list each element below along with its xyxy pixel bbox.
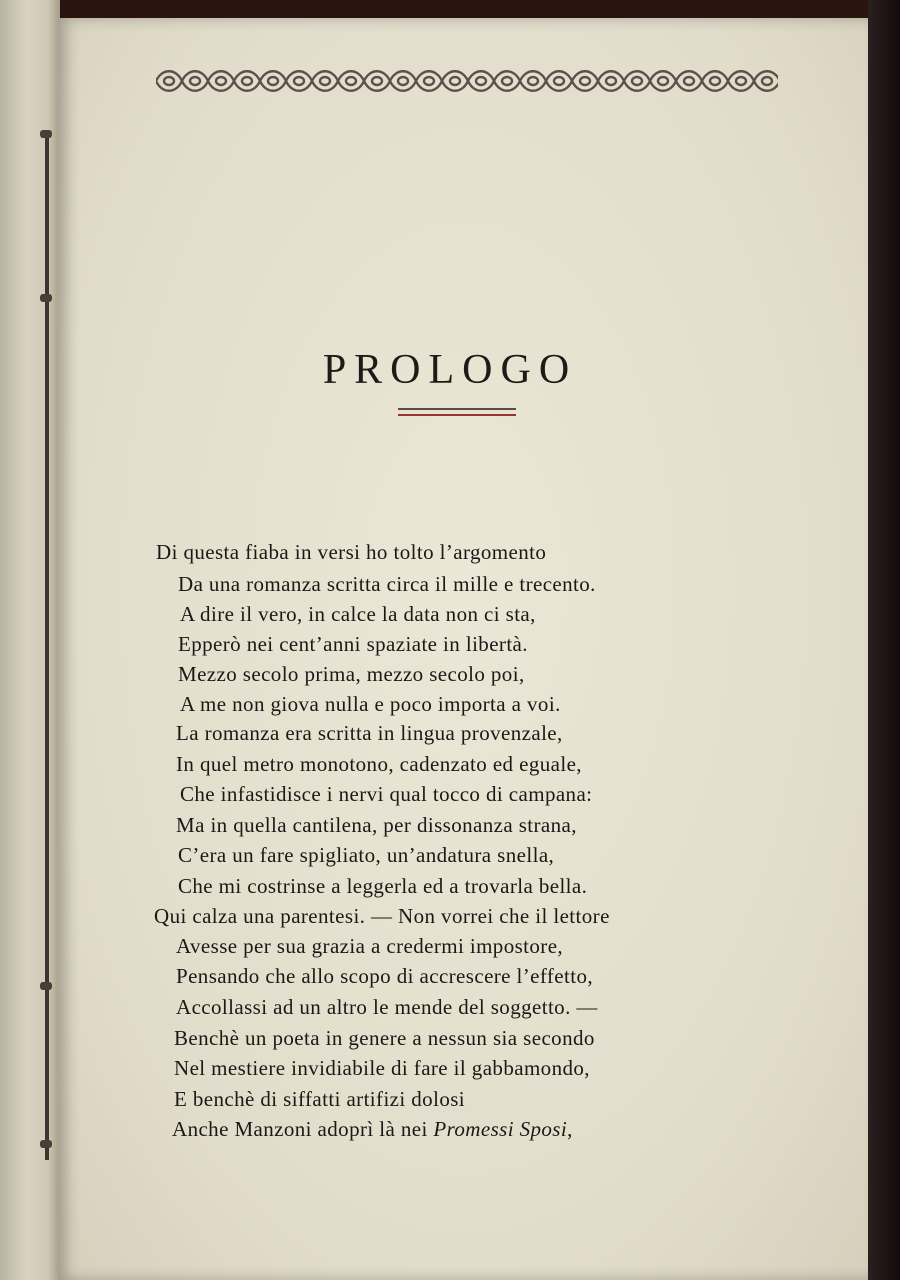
verse-line: La romanza era scritta in lingua provenzale, — [176, 721, 563, 745]
verse-line: A me non giova nulla e poco importa a voi. — [180, 692, 561, 716]
verse-line: Nel mestiere invidiabile di fare il gabbamondo, — [174, 1056, 590, 1080]
verse-line: Epperò nei cent’anni spaziate in libertà. — [178, 632, 528, 656]
page-title: PROLOGO — [322, 347, 578, 393]
book-title-italic: Promessi Sposi — [433, 1117, 568, 1141]
verse-text: Anche Manzoni adoprì là nei — [172, 1117, 434, 1141]
verse-line: C’era un fare spigliato, un’andatura snella, — [178, 843, 555, 867]
verse-line: A dire il vero, in calce la data non ci sta, — [180, 602, 536, 626]
verse-line: Accollassi ad un altro le mende del soggetto. — — [176, 995, 598, 1019]
verse-line: Che mi costrinse a leggerla ed a trovarla bella. — [178, 874, 588, 898]
verse-line: Che infastidisce i nervi qual tocco di campana: — [180, 782, 593, 806]
verse-line-last — [172, 1117, 573, 1142]
verse-punctuation: , — [567, 1117, 573, 1141]
verse-line: Qui calza una parentesi. — Non vorrei che il lettore — [154, 904, 610, 928]
verse-line: Da una romanza scritta circa il mille e trecento. — [178, 572, 596, 596]
verse-line: E benchè di siffatti artifizi dolosi — [174, 1087, 466, 1111]
verse-line: Benchè un poeta in genere a nessun sia secondo — [174, 1026, 595, 1050]
verse-line: Pensando che allo scopo di accrescere l’effetto, — [176, 964, 594, 988]
verse-line: Di questa fiaba in versi ho tolto l’argomento — [156, 540, 547, 564]
verse-line: Ma in quella cantilena, per dissonanza strana, — [176, 813, 577, 837]
verse-line: Mezzo secolo prima, mezzo secolo poi, — [178, 662, 525, 686]
verse-line: In quel metro monotono, cadenzato ed eguale, — [176, 752, 582, 776]
verse-line: Avesse per sua grazia a credermi impostore, — [176, 934, 564, 958]
